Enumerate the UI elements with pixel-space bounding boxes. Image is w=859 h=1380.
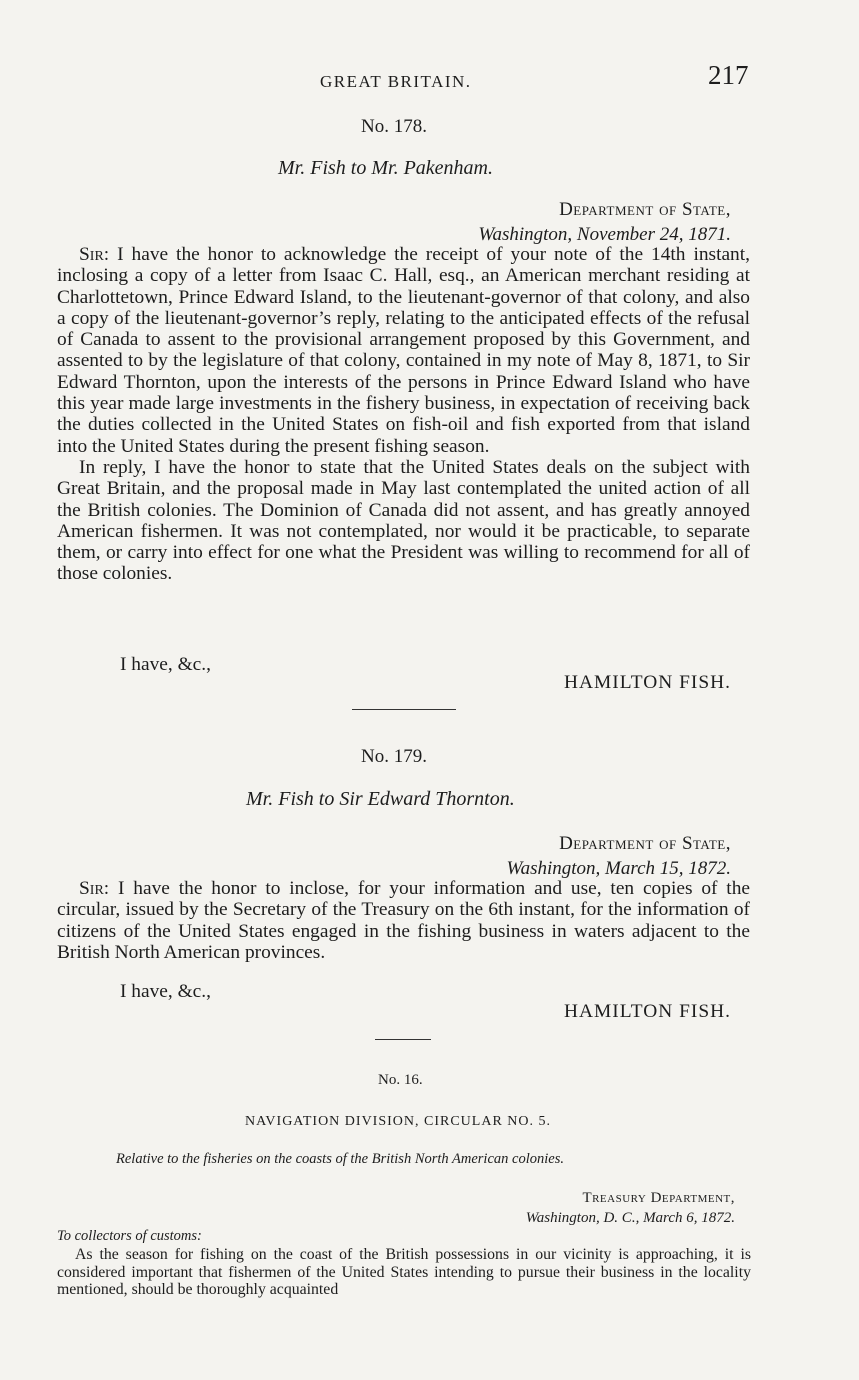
running-head: GREAT BRITAIN. [320, 72, 472, 91]
letter-178-body [57, 244, 750, 585]
circular-dateline [526, 1188, 735, 1228]
letter-178-paragraph-1: : I have the honor to acknowledge the receipt of your note of the 14th instant, inclosing a copy of a letter from Isaac C. Hall, esq., an American merchant residing at Charlottetown, Prince Edward Island, to the lieutenant-governor of that colony, and also a copy of the lieutenant-governor’s reply, relating to the anticipated effects of the refusal of Canada to assent to the provisional arrangement proposed by this Government, and assented to by the legislature of that colony, contained in my note of May 8, 1871, to Sir Edward Thornton, upon the interests of the persons in Prince Edward Island who have this year made large investments in the fishery business, in expectation of receiving back the duties collected in the United States on fish-oil and fish exported from that island into the United States during the present fishing season. [57, 244, 750, 457]
letter-178-closing: I have, &c., [120, 654, 211, 675]
section-divider [352, 709, 456, 710]
letter-178-paragraph-2: In reply, I have the honor to state that the United States deals on the subject with Great Britain, and the proposal made in May last contemplated the united action of all the British colonies. The Dominion of Canada did not assent, and has greatly annoyed American fishermen. It was not contemplated, nor would it be practicable, to separate them, or carry into effect for one what the President was willing to recommend for all of those colonies. [57, 456, 750, 585]
page-number: 217 [708, 60, 749, 90]
letter-179-paragraph [57, 878, 750, 963]
circular-office: Treasury Department, [582, 1190, 735, 1206]
letter-179-office: Department of State, [559, 833, 731, 854]
letter-179-sir: Sir [79, 878, 104, 899]
letter-178-place-date: Washington, November 24, 1871. [478, 224, 731, 245]
circular-place-date: Washington, D. C., March 6, 1872. [525, 1210, 735, 1226]
letter-178-paragraph [57, 244, 750, 457]
letter-179-place-date: Washington, March 15, 1872. [506, 858, 731, 879]
letter-179-closing: I have, &c., [120, 981, 211, 1002]
circular-subject: Relative to the fisheries on the coasts of the British North American colonies. [116, 1151, 564, 1167]
letter-178-dateline [478, 197, 731, 247]
section-divider-2 [375, 1039, 431, 1040]
letter-179-dateline [507, 831, 731, 881]
letter-179-heading: Mr. Fish to Sir Edward Thornton. [246, 788, 515, 810]
enclosure-number: No. 16. [378, 1072, 423, 1088]
letter-179-number: No. 179. [361, 746, 427, 767]
letter-178-heading: Mr. Fish to Mr. Pakenham. [278, 157, 493, 179]
circular-body [57, 1246, 751, 1299]
letter-178-sir: Sir [79, 244, 104, 265]
letter-178-signature: HAMILTON FISH. [564, 672, 731, 693]
circular-addressee: To collectors of customs: [57, 1228, 202, 1244]
letter-179-paragraph-1: : I have the honor to inclose, for your information and use, ten copies of the circular, issued by the Secretary of the Treasury on the 6th instant, for the information of citizens of the United States engaged in the fishing business in waters adjacent to the British North American provinces. [57, 878, 750, 963]
letter-178-office: Department of State, [559, 199, 731, 220]
circular-paragraph-1: As the season for fishing on the coast of the British possessions in our vicinity is approaching, it is considered important that fishermen of the United States intending to pursue their business in the locality mentioned, should be thoroughly acquainted [57, 1246, 751, 1298]
circular-division: NAVIGATION DIVISION, CIRCULAR NO. 5. [245, 1114, 552, 1129]
letter-178-number: No. 178. [361, 116, 427, 137]
letter-179-signature: HAMILTON FISH. [564, 1001, 731, 1022]
letter-179-body [57, 878, 750, 963]
